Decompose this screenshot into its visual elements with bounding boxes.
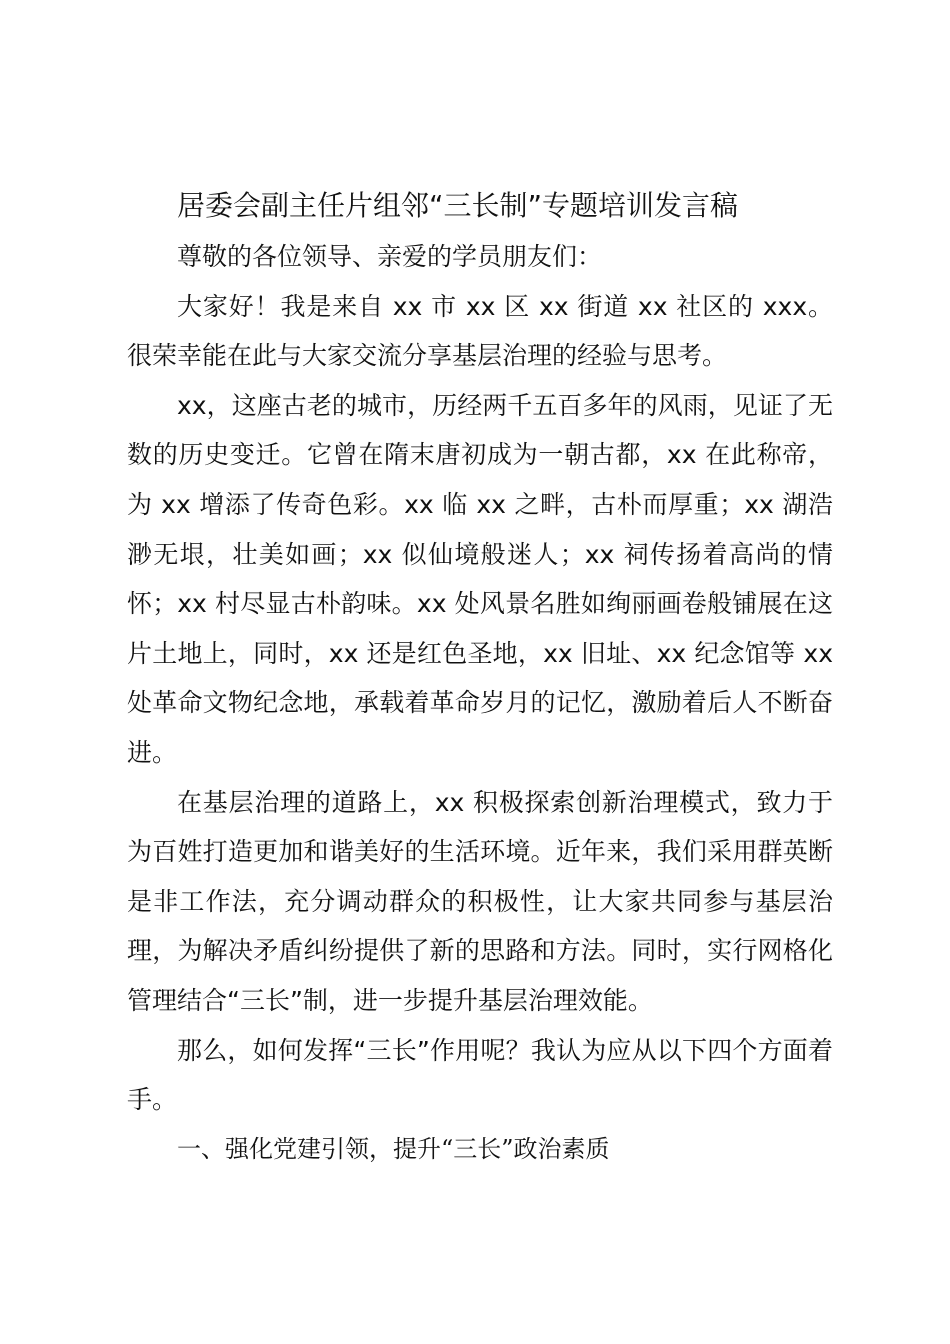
document-title: 居委会副主任片组邻“三长制”专题培训发言稿 (177, 189, 739, 222)
paragraph-governance: 在基层治理的道路上，xx 积极探索创新治理模式，致力于为百姓打造更加和谐美好的生活环境。近年来，我们采用群英断是非工作法，充分调动群众的积极性，让大家共同参与基层治理，为解决矛盾纠纷提供了新的思路和方法。同时，实行网格化管理结合“三长”制，进一步提升基层治理效能。 (127, 787, 833, 1015)
paragraph-question: 那么，如何发挥“三长”作用呢？我认为应从以下四个方面着手。 (127, 1035, 833, 1115)
paragraph-city-history: xx，这座古老的城市，历经两千五百多年的风雨，见证了无数的历史变迁。它曾在隋末唐初成为一朝古都，xx 在此称帝，为 xx 增添了传奇色彩。xx 临 xx 之畔，古朴而厚重；xx 湖浩渺无垠，壮美如画；xx 似仙境般迷人；xx 祠传扬着高尚的情怀；xx 村尽显古朴韵味。xx 处风景名胜如绚丽画卷般铺展在这片土地上，同时，xx 还是红色圣地，xx 旧址、xx 纪念馆等 xx 处革命文物纪念地，承载着革命岁月的记忆，激励着后人不断奋进。 (127, 390, 833, 767)
paragraph-greeting: 大家好！我是来自 xx 市 xx 区 xx 街道 xx 社区的 xxx。很荣幸能在此与大家交流分享基层治理的经验与思考。 (127, 291, 833, 371)
salutation: 尊敬的各位领导、亲爱的学员朋友们： (177, 242, 603, 271)
document-body (127, 180, 833, 1174)
section-heading: 一、强化党建引领，提升“三长”政治素质 (177, 1134, 610, 1163)
